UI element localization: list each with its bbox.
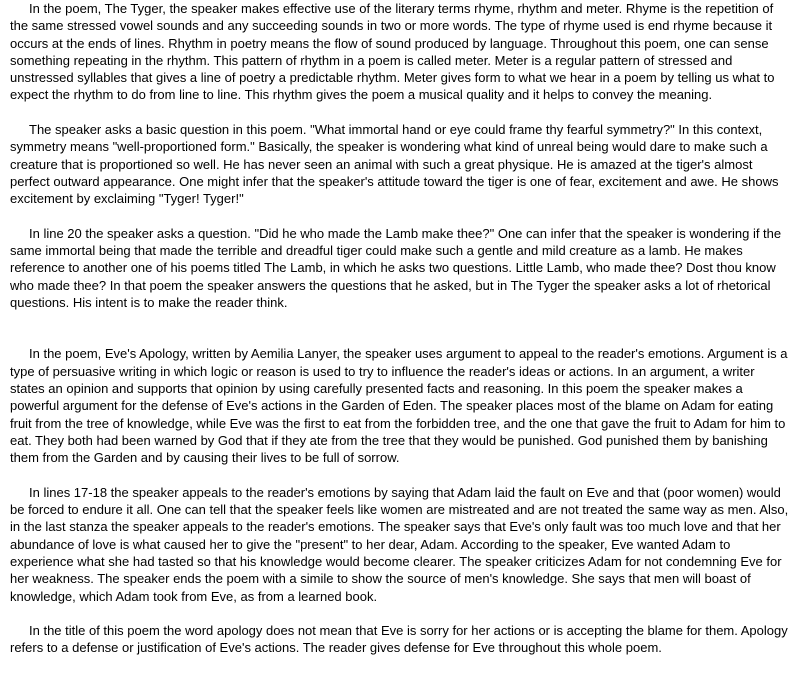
section-spacer [10, 311, 790, 345]
paragraph-spacer [10, 605, 790, 622]
paragraph-eves-apology-argument: In the poem, Eve's Apology, written by Aemilia Lanyer, the speaker uses argument to appeal to the reader's emotions. Argument is a type of persuasive writing in which logic or reason is used to try to influence the reader's ideas or actions. In an argument, a writer states an opinion and supports that opinion by using carefully presented facts and reasoning. In this poem the speaker makes a powerful argument for the defense of Eve's actions in the Garden of Eden. The speaker places most of the blame on Adam for eating fruit from the tree of knowledge, while Eve was the first to eat from the forbidden tree, and the one that gave the fruit to Adam for him to eat. They both had been warned by God that if they ate from the tree that they would be punished. God punished them by banishing them from the Garden and by causing their lives to be full of sorrow. [10, 346, 788, 466]
paragraph-eves-apology-title: In the title of this poem the word apology does not mean that Eve is sorry for her actions or is accepting the blame for them. Apology refers to a defense or justification of Eve's actions. The reader gives defense for Eve throughout this whole poem. [10, 623, 788, 656]
essay-document [10, 0, 790, 657]
paragraph-spacer [10, 208, 790, 225]
paragraph-spacer [10, 104, 790, 121]
paragraph-eves-apology-emotions: In lines 17-18 the speaker appeals to the reader's emotions by saying that Adam laid the fault on Eve and that (poor women) would be forced to endure it all. One can tell that the speaker feels like women are mistreated and are not treated the same way as men. Also, in the last stanza the speaker appeals to the reader's emotions. The speaker says that Eve's only fault was too much love and that her abundance of love is what caused her to give the "present" to her dear, Adam. According to the speaker, Eve wanted Adam to experience what she had tasted so that his knowledge would become clearer. The speaker criticizes Adam for not condemning Eve for her weakness. The speaker ends the poem with a simile to show the source of men's knowledge. She says that men will boast of knowledge, which Adam took from Eve, as from a learned book. [10, 484, 789, 604]
paragraph-spacer [10, 466, 790, 483]
paragraph-tyger-literary-terms: In the poem, The Tyger, the speaker makes effective use of the literary terms rhyme, rhythm and meter. Rhyme is the repetition of the same stressed vowel sounds and any succeeding sounds in two or more words. The type of rhyme used is end rhyme because it occurs at the ends of lines. Rhythm in poetry means the flow of sound produced by language. Throughout this poem, one can sense something repeating in the rhythm. This pattern of rhythm in a poem is called meter. Meter is a regular pattern of stressed and unstressed syllables that gives a line of poetry a predictable rhythm. Meter gives form to what we hear in a poem by telling us what to expect the rhythm to do from line to line. This rhythm gives the poem a musical quality and it helps to convey the meaning. [10, 1, 775, 103]
paragraph-tyger-lamb: In line 20 the speaker asks a question. "Did he who made the Lamb make thee?" One can infer that the speaker is wondering if the same immortal being that made the terrible and dreadful tiger could make such a gentle and mild creature as a lamb. He makes reference to another one of his poems titled The Lamb, in which he asks two questions. Little Lamb, who made thee? Dost thou know who made thee? In that poem the speaker answers the questions that he asked, but in The Tyger the speaker asks a lot of rhetorical questions. His intent is to make the reader think. [10, 225, 782, 311]
paragraph-tyger-symmetry: The speaker asks a basic question in this poem. "What immortal hand or eye could frame thy fearful symmetry?" In this context, symmetry means "well-proportioned form." Basically, the speaker is wondering what kind of unreal being would dare to make such a creature that is proportioned so well. He has never seen an animal with such a great physique. He is amazed at the tiger's almost perfect outward appearance. One might infer that the speaker's attitude toward the tiger is one of fear, excitement and awe. He shows excitement by exclaiming "Tyger! Tyger!" [10, 122, 779, 207]
